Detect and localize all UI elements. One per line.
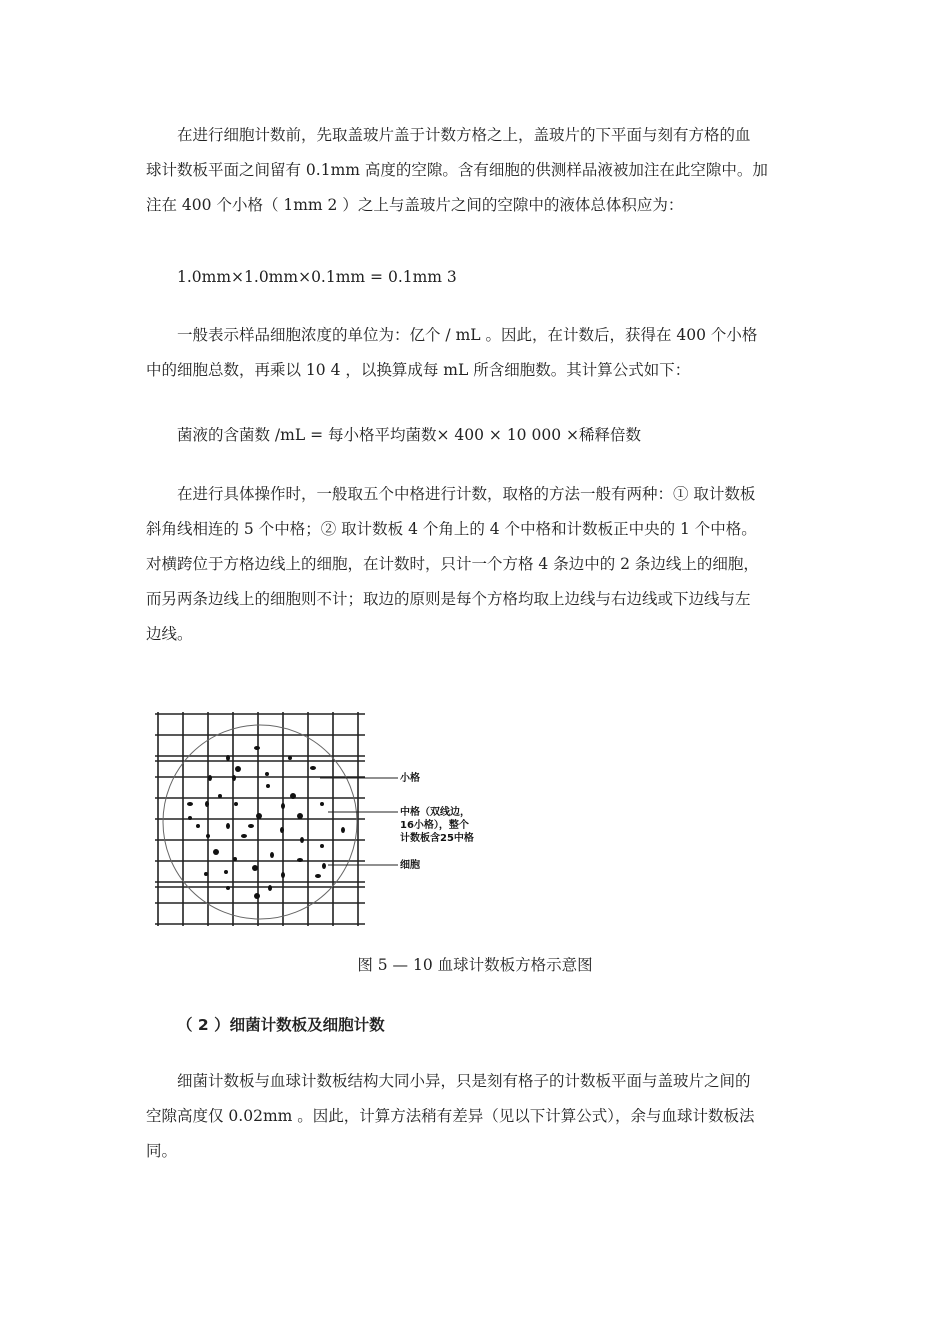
text-line: 球计数板平面之间留有 0.1mm 高度的空隙。含有细胞的供测样品液被加注在此空隙中。加	[146, 161, 768, 179]
cell-dot	[188, 816, 192, 820]
text-line: 斜角线相连的 5 个中格；② 取计数板 4 个角上的 4 个中格和计数板正中央的 1 个中格。	[146, 520, 757, 538]
cell-dot	[297, 813, 303, 819]
cell-dot	[254, 746, 260, 750]
cell-dot	[224, 870, 228, 874]
counting-chamber-figure	[150, 712, 490, 926]
cell-dot	[206, 834, 210, 838]
cell-dot	[320, 844, 324, 848]
cell-dot	[208, 775, 212, 781]
cell-dot	[226, 755, 230, 761]
text-line: 边线。	[146, 625, 193, 643]
cell-dot	[204, 872, 208, 876]
cell-dot	[300, 837, 304, 843]
text-line: 1.0mm×1.0mm×0.1mm = 0.1mm 3	[177, 268, 457, 286]
cell-dot	[234, 802, 238, 806]
text-line: 在进行具体操作时，一般取五个中格进行计数，取格的方法一般有两种：① 取计数板	[177, 485, 756, 503]
text-line: 中的细胞总数，再乘以 10 4 ，以换算成每 mL 所含细胞数。其计算公式如下：	[146, 361, 691, 379]
text-line: 菌液的含菌数 /mL = 每小格平均菌数× 400 × 10 000 ×稀释倍数	[177, 426, 641, 444]
label-medium-square-2: 16小格），整个	[400, 820, 469, 831]
cell-dot	[252, 865, 258, 871]
cell-dot	[288, 756, 292, 760]
cell-dot	[290, 793, 296, 799]
cell-dot	[315, 874, 321, 878]
cell-dot	[268, 885, 272, 891]
cell-dot	[341, 827, 345, 833]
sample-circle	[163, 725, 357, 919]
paragraph-cover-slip	[146, 118, 826, 223]
cell-dot	[320, 802, 324, 806]
cell-dot	[187, 802, 193, 806]
formula-count	[146, 418, 826, 453]
cell-dot	[265, 772, 269, 776]
section-heading: （ 2 ）细菌计数板及细胞计数	[177, 1016, 385, 1034]
text-line: 空隙高度仅 0.02mm 。因此，计算方法稍有差异（见以下计算公式），余与血球计数板法	[146, 1107, 755, 1125]
label-cell: 细胞	[400, 860, 420, 871]
cell-dot	[196, 824, 200, 828]
cell-dot	[235, 766, 241, 772]
cell-dot	[233, 857, 237, 861]
cell-dot	[297, 858, 303, 862]
text-line: 对横跨位于方格边线上的细胞，在计数时，只计一个方格 4 条边中的 2 条边线上的细胞，	[146, 555, 759, 573]
grid-lines	[155, 712, 365, 926]
cell-dot	[248, 824, 254, 828]
cell-dot	[256, 813, 262, 819]
cell-dot	[205, 801, 209, 807]
paragraph-bacteria-chamber	[146, 1064, 826, 1169]
cells-group	[187, 746, 345, 899]
label-medium-square-3: 计数板含25中格	[400, 833, 474, 844]
text-line: 一般表示样品细胞浓度的单位为：亿个 / mL 。因此，在计数后，获得在 400 个小格	[177, 326, 758, 344]
text-line: 注在 400 个小格（ 1mm 2 ）之上与盖玻片之间的空隙中的液体总体积应为：	[146, 196, 684, 214]
text-line: 同。	[146, 1142, 178, 1160]
cell-dot	[213, 849, 219, 855]
cell-dot	[280, 827, 284, 833]
cell-dot	[322, 863, 326, 869]
label-medium-square-1: 中格（双线边，	[400, 807, 470, 818]
cell-dot	[218, 794, 222, 798]
text-line: 在进行细胞计数前，先取盖玻片盖于计数方格之上，盖玻片的下平面与刻有方格的血	[177, 126, 751, 144]
formula-volume	[146, 260, 826, 295]
cell-dot	[270, 852, 274, 858]
paragraph-concentration	[146, 318, 826, 388]
cell-dot	[310, 766, 316, 770]
cell-dot	[232, 775, 236, 781]
cell-dot	[226, 886, 230, 890]
cell-dot	[226, 823, 230, 829]
cell-dot	[241, 834, 247, 838]
leader-lines	[320, 778, 398, 865]
label-small-square: 小格	[400, 773, 420, 784]
text-line: 细菌计数板与血球计数板结构大同小异，只是刻有格子的计数板平面与盖玻片之间的	[177, 1072, 751, 1090]
paragraph-procedure	[146, 477, 826, 652]
cell-dot	[281, 872, 285, 878]
text-line: 而另两条边线上的细胞则不计；取边的原则是每个方格均取上边线与右边线或下边线与左	[146, 590, 751, 608]
cell-dot	[266, 784, 270, 788]
cell-dot	[281, 803, 285, 809]
figure-caption: 图 5 — 10 血球计数板方格示意图	[357, 956, 593, 974]
cell-dot	[254, 893, 260, 899]
